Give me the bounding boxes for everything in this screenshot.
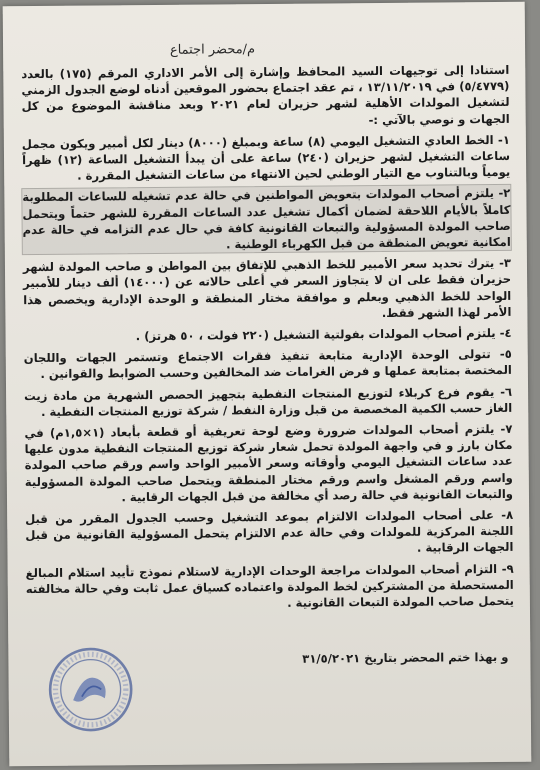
document-body: [21, 62, 514, 619]
item-1: ١- الخط العادي التشغيل اليومي (٨) ساعة وبمبلغ (٨٠٠٠) دينار لكل أمبير ويكون مجمل ساعات التشغيل لشهر حزيران (٢٤٠) ساعة على أن يبدأ التشغيل الساعة (١٢) ظهراً يومياً وبالتناوب مع التيار الوطني لحين الانتهاء من ساعات التشغيل المقررة .: [21, 132, 511, 183]
item-6: ٦- يقوم فرع كربلاء لتوزيع المنتجات النفطية بتجهيز الحصص الشهرية من مادة زيت الغاز حسب الكمية المخصصة من قبل وزارة النفط / شركة توزيع المنتجات النفطية .: [24, 384, 513, 419]
intro-paragraph: استنادا إلى توجيهات السيد المحافظ وإشارة إلى الأمر الاداري المرقم (١٧٥) بالعدد (٥/٤٧٧٩) في ١٣/١١/٢٠١٩ ، تم عقد اجتماع بحضور الموقعين أدناه لوضع الجدول الزمني لتشغيل المولدات الأهلية لشهر حزيران لعام ٢٠٢١ وبعد مناقشة الموضوع من كل الجهات و نوصي بالآتي :-: [21, 62, 510, 127]
item-8: ٨- على أصحاب المولدات الالتزام بموعد التشغيل وحسب الجدول المقرر من قبل اللجنة المركزية للمولدات وفي حالة عدم الالتزام يتحمل المسؤولية القانونية من قبل الجهات الرقابية .: [25, 507, 514, 556]
item-5: ٥- تتولى الوحدة الإدارية متابعة تنفيذ فقرات الاجتماع وتستمر الجهات واللجان المختصة بمتابعة عملها و فرض الغرامات ضد المخالفين وحسب الضوابط والقوانين .: [23, 347, 512, 382]
document-title: م/محضر اجتماع: [169, 42, 256, 58]
document-sheet: [3, 2, 532, 767]
item-7: ٧- يلتزم أصحاب المولدات ضرورة وضع لوحة تعريفية أو قطعة بأبعاد (١×١,٥م) في مكان بارز و في واجهة المولدة تحمل شعار شركة توزيع المنتجات النفطية مدون عليها عدد ساعات التشغيل اليومي وأوقاته وسعر الأمبير الواحد واسم ورقم صاحب المولدة واسم ورقم المشغل واسم ورقم مختار المنطقة ويتحمل صاحب المولدة المسؤولية والتبعات القانونية في حالة رصد أي مخالفة من قبل الجهات الرقابية .: [24, 421, 514, 505]
item-4: ٤- يلتزم أصحاب المولدات بفولتية التشغيل (٢٢٠ فولت ، ٥٠ هرتز) .: [135, 325, 512, 344]
official-stamp: [46, 645, 135, 734]
item-9: ٩- التزام أصحاب المولدات مراجعة الوحدات الإدارية لاستلام نموذج تأييد استلام المبالغ المستحصلة من المشتركين لخط المولدة واعتماده كسياق عمل ثابت وفي حالة مخالفته يتحمل صاحب المولدة التبعات القانونية .: [25, 561, 514, 610]
item-2-highlighted: ٢- يلتزم أصحاب المولدات بتعويض المواطنين في حالة عدم تشغيله للساعات المطلوبة كاملاً بالأيام اللاحقة لضمان أكمال تشغيل عدد الساعات المقررة للشهر حتماً ويتحمل صاحب المولدة المسؤولية والتبعات القانونية كافة في حال عدم التزامه في حالة عدم امكانية تعويض المنطقة من قبل الكهرباء الوطنية .: [22, 185, 511, 254]
closing-line: و بهذا ختم المحضر بتاريخ ٣١/٥/٢٠٢١: [302, 649, 509, 666]
item-3: ٣- يترك تحديد سعر الأمبير للخط الذهبي للإتفاق بين المواطن و صاحب المولدة لشهر حزيران فقط على ان لا يتجاوز السعر في أعلى حالاته عن (١٤٠٠٠) ألف دينار للأمبير الواحد للخط الذهبي وبعلم و موافقة مختار المنطقة و الوحدة الإدارية ويخصص هذا الأمر لهذا الشهر فقط.: [22, 256, 512, 320]
